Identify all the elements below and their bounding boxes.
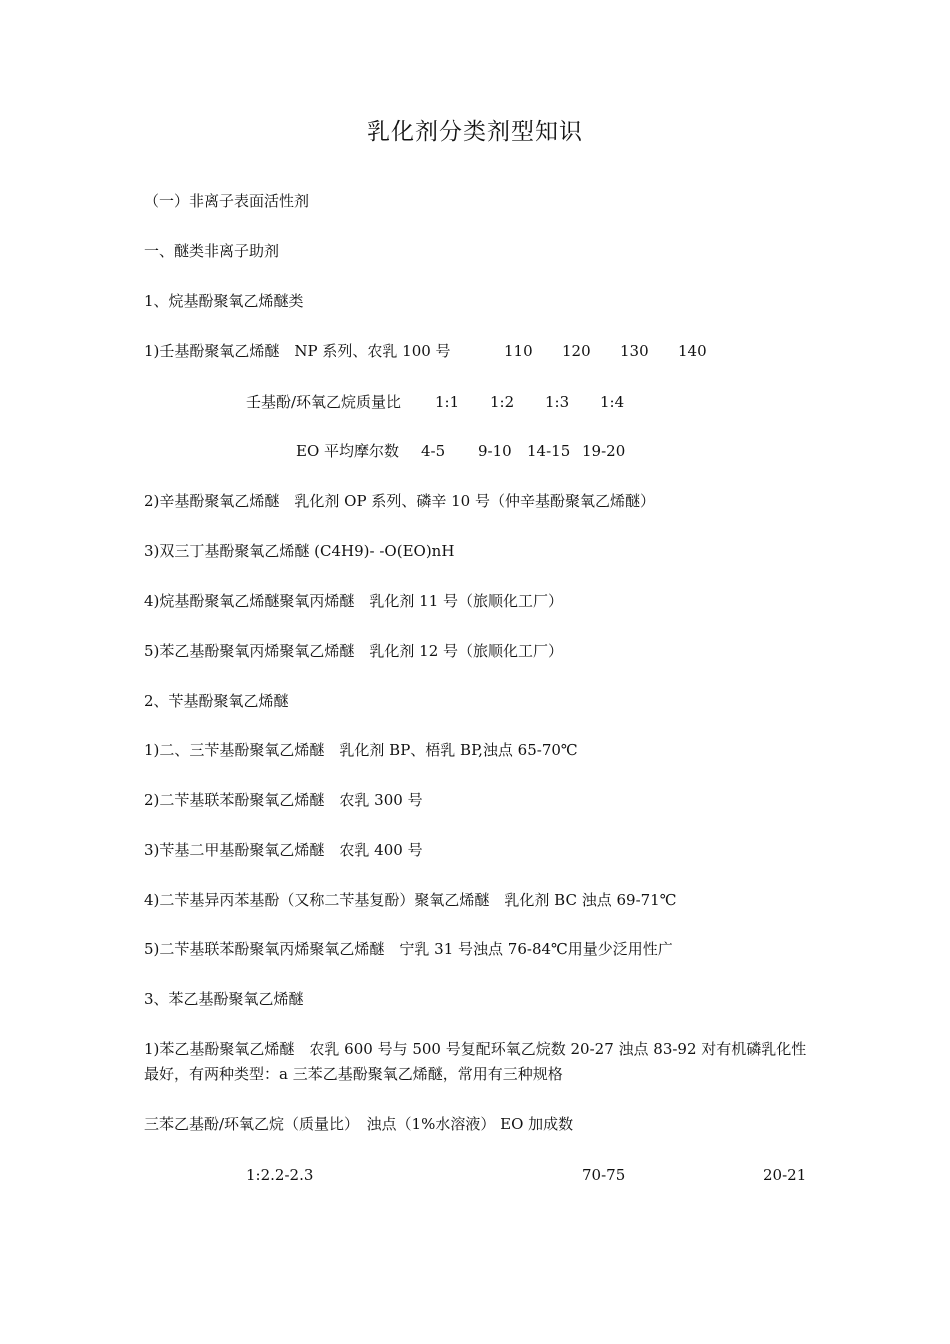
list-item: 4)烷基酚聚氧乙烯醚聚氧丙烯醚 乳化剂 11 号（旅顺化工厂）	[144, 592, 564, 610]
mass-ratio-value: 1:4	[600, 393, 625, 411]
eo-molar-value: 14-15	[527, 442, 571, 460]
eo-molar-label: EO 平均摩尔数	[296, 442, 400, 460]
list-item: 3)双三丁基酚聚氧乙烯醚 (C4H9)- -O(EO)nH	[144, 542, 455, 560]
list-item: 2)辛基酚聚氧乙烯醚 乳化剂 OP 系列、磷辛 10 号（仲辛基酚聚氧乙烯醚）	[144, 492, 655, 510]
mass-ratio-label: 壬基酚/环氧乙烷质量比	[246, 393, 402, 411]
mass-ratio-value: 1:2	[490, 393, 515, 411]
subsection-heading: 一、醚类非离子助剂	[144, 242, 280, 260]
category-heading: 2、苄基酚聚氧乙烯醚	[144, 692, 289, 710]
list-item: 5)苯乙基酚聚氧丙烯聚氧乙烯醚 乳化剂 12 号（旅顺化工厂）	[144, 642, 564, 660]
table-cell-cloud-point: 70-75	[582, 1166, 626, 1184]
category-heading: 3、苯乙基酚聚氧乙烯醚	[144, 990, 304, 1008]
mass-ratio-value: 1:3	[545, 393, 570, 411]
np-value: 110	[504, 342, 533, 360]
np-series-label: 1)壬基酚聚氧乙烯醚 NP 系列、农乳 100 号	[144, 342, 451, 360]
eo-molar-value: 19-20	[582, 442, 626, 460]
list-item: 3)苄基二甲基酚聚氧乙烯醚 农乳 400 号	[144, 841, 423, 859]
list-item: 2)二苄基联苯酚聚氧乙烯醚 农乳 300 号	[144, 791, 423, 809]
table-cell-eo-number: 20-21	[763, 1166, 807, 1184]
table-cell-ratio: 1:2.2-2.3	[246, 1166, 314, 1184]
list-item: 1)二、三苄基酚聚氧乙烯醚 乳化剂 BP、梧乳 BP,浊点 65-70℃	[144, 741, 578, 759]
eo-molar-value: 4-5	[421, 442, 446, 460]
eo-molar-value: 9-10	[478, 442, 512, 460]
np-value: 130	[620, 342, 649, 360]
list-item: 4)二苄基异丙苯基酚（又称二苄基复酚）聚氧乙烯醚 乳化剂 BC 浊点 69-71℃	[144, 891, 677, 909]
np-value: 120	[562, 342, 591, 360]
np-value: 140	[678, 342, 707, 360]
page-title: 乳化剂分类剂型知识	[367, 119, 583, 145]
category-heading: 1、烷基酚聚氧乙烯醚类	[144, 292, 304, 310]
list-item: 5)二苄基联苯酚聚氧丙烯聚氧乙烯醚 宁乳 31 号浊点 76-84℃用量少泛用性广	[144, 940, 673, 958]
mass-ratio-value: 1:1	[435, 393, 460, 411]
table-header: 三苯乙基酚/环氧乙烷（质量比） 浊点（1%水溶液） EO 加成数	[144, 1115, 574, 1133]
section-heading: （一）非离子表面活性剂	[144, 192, 310, 210]
paragraph: 1)苯乙基酚聚氧乙烯醚 农乳 600 号与 500 号复配环氧乙烷数 20-27 浊点 83-92 对有机磷乳化性最好，有两种类型：a 三苯乙基酚聚氧乙烯醚，常用有三种规格	[144, 1040, 807, 1083]
